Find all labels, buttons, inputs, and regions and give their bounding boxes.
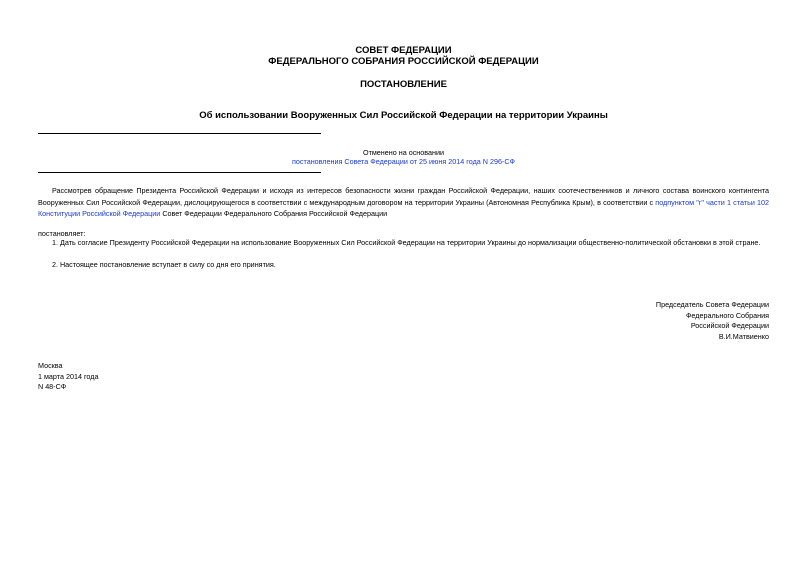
repeal-note: Отменено на основании [362,148,444,157]
issuer-line-2: ФЕДЕРАЛЬНОГО СОБРАНИЯ РОССИЙСКОЙ ФЕДЕРАЦИИ [268,56,539,67]
signatory-name: В.И.Матвиенко [718,332,769,341]
resolves-label: постановляет: [38,229,86,238]
clause-2: 2. Настоящее постановление вступает в силу со дня его принятия. [52,260,276,269]
preamble-paragraph [38,185,769,220]
date: 1 марта 2014 года [38,372,99,381]
repeal-link[interactable]: постановления Совета Федерации от 25 июня 2014 года N 296-СФ [292,157,515,166]
signatory-title-2: Федерального Собрания [685,311,769,320]
divider-top [38,133,321,134]
document-number: N 48-СФ [38,382,67,391]
signatory-title-3: Российской Федерации [690,321,769,330]
document-type: ПОСТАНОВЛЕНИЕ [360,79,447,90]
issuer-line-1: СОВЕТ ФЕДЕРАЦИИ [355,45,452,56]
place: Москва [38,361,63,370]
divider-bottom [38,172,321,173]
clause-1: 1. Дать согласие Президенту Российской Федерации на использование Вооруженных Сил Российской Федерации на территории Украины до нормализации общественно-политической обстановки в этой стране. [52,238,761,247]
preamble-text-a: Рассмотрев обращение Президента Российской Федерации и исходя из интересов безопасности жизни граждан Российской Федерации, наших соотечественников и личного состава воинского контингента Вооруженных Сил Российской Федерации, дислоцирующегося в соответствии с международным договором на территории Украины (Автономная Республика Крым), в соответствии с [38,186,769,207]
document-title: Об использовании Вооруженных Сил Российской Федерации на территории Украины [199,110,608,121]
constitution-link[interactable]: подпунктом "г" части 1 статьи 102 Конституции Российской Федерации [38,197,770,218]
signatory-title-1: Председатель Совета Федерации [655,300,769,309]
preamble-text-b: Совет Федерации Федерального Собрания Российской Федерации [160,209,388,218]
